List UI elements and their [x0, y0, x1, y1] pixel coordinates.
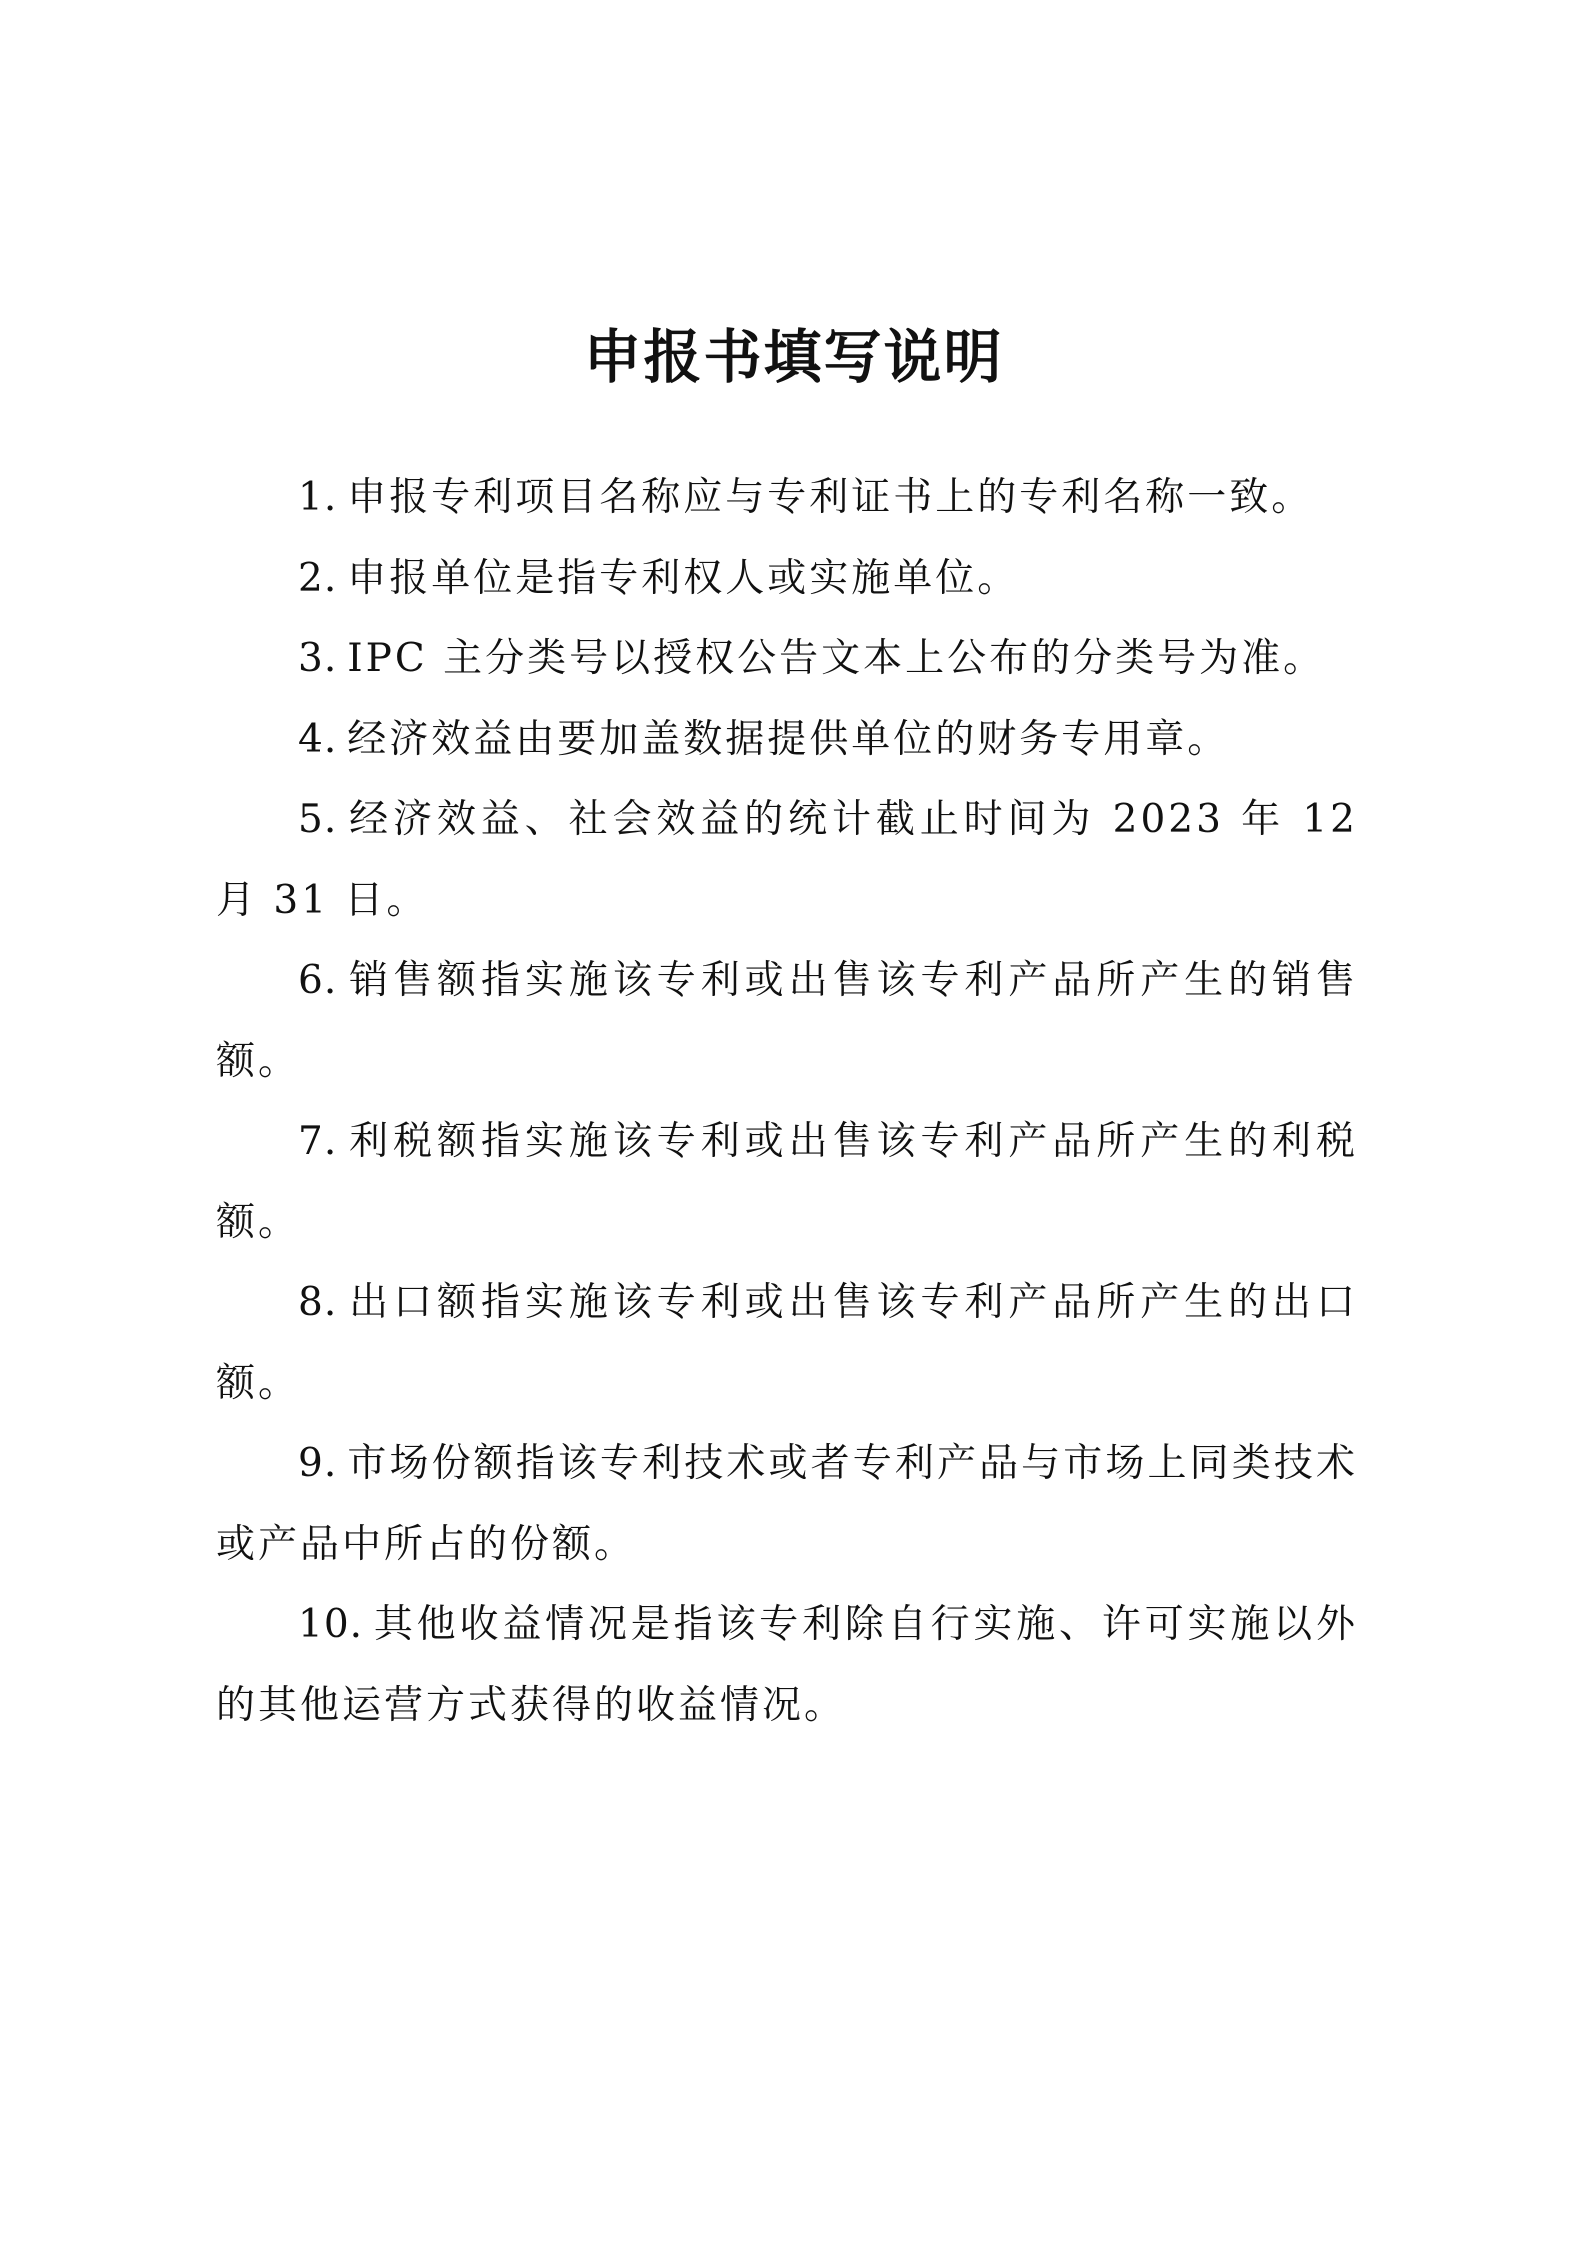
instruction-item-6	[216, 941, 1358, 1102]
item-text: 出口额指实施该专利或出售该专利产品所产生的出口额。	[216, 1280, 1358, 1406]
item-text: 市场份额指该专利技术或者专利产品与市场上同类技术或产品中所占的份额。	[216, 1441, 1358, 1567]
instruction-item-9	[216, 1424, 1358, 1585]
page-title: 申报书填写说明	[583, 322, 1004, 391]
item-text: IPC 主分类号以授权公告文本上公布的分类号为准。	[347, 636, 1326, 681]
item-text: 其他收益情况是指该专利除自行实施、许可实施以外的其他运营方式获得的收益情况。	[216, 1602, 1358, 1728]
instruction-item-4	[216, 700, 1358, 781]
item-number: 6.	[298, 958, 338, 1003]
instruction-item-5	[216, 780, 1358, 941]
item-number: 9.	[298, 1441, 338, 1486]
item-number: 2.	[298, 555, 338, 601]
item-text: 申报单位是指专利权人或实施单位。	[347, 555, 1020, 601]
item-text: 销售额指实施该专利或出售该专利产品所产生的销售额。	[216, 958, 1358, 1084]
instruction-item-8	[216, 1263, 1358, 1424]
item-text: 申报专利项目名称应与专利证书上的专利名称一致。	[347, 475, 1314, 520]
item-number: 3.	[298, 636, 338, 681]
item-text: 经济效益、社会效益的统计截止时间为 2023 年 12 月 31 日。	[216, 797, 1358, 923]
instruction-item-2	[216, 539, 1358, 620]
instruction-item-3	[216, 619, 1358, 700]
item-number: 10.	[298, 1602, 364, 1647]
instruction-item-10	[216, 1585, 1358, 1746]
item-text: 经济效益由要加盖数据提供单位的财务专用章。	[347, 716, 1230, 762]
instruction-item-7	[216, 1102, 1358, 1263]
item-number: 4.	[298, 716, 338, 762]
item-number: 1.	[298, 475, 338, 520]
instructions-list	[216, 458, 1358, 1746]
item-text: 利税额指实施该专利或出售该专利产品所产生的利税额。	[216, 1119, 1358, 1245]
item-number: 8.	[298, 1280, 338, 1325]
instruction-item-1	[216, 458, 1358, 539]
item-number: 7.	[298, 1119, 338, 1164]
item-number: 5.	[298, 797, 338, 842]
